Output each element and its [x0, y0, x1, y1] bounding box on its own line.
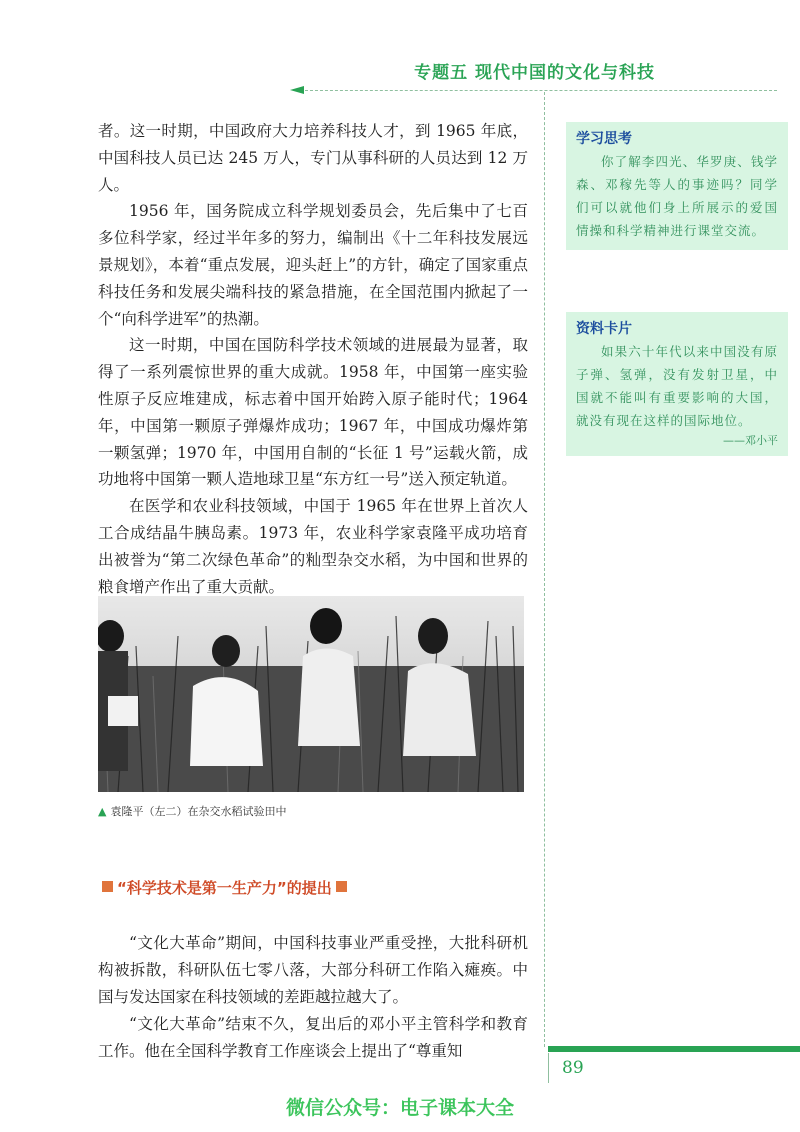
header-divider: [305, 90, 777, 91]
paragraph: 在医学和农业科技领域，中国于 1965 年在世界上首次人工合成结晶牛胰岛素。1973 年，农业科学家袁隆平成功培育出被誉为“第二次绿色革命”的籼型杂交水稻，为中国和世界的粮食增产作出了重大贡献。: [98, 497, 528, 596]
footer-divider: [548, 1053, 549, 1083]
info-card-box: [566, 312, 788, 456]
paragraph: 者。这一时期，中国政府大力培养科技人才，到 1965 年底，中国科技人员已达 245 万人，专门从事科研的人员达到 12 万人。: [98, 122, 528, 194]
header-arrow-icon: [290, 86, 304, 94]
photo-caption: [98, 803, 286, 819]
footer-band: [548, 1046, 800, 1052]
page-header: [0, 0, 800, 82]
main-text: [98, 118, 528, 600]
study-think-body: 你了解李四光、华罗庚、钱学森、邓稼先等人的事迹吗？同学们可以就他们身上所展示的爱国情操和科学精神进行课堂交流。: [576, 154, 778, 238]
info-card-signature: ——邓小平: [723, 434, 778, 447]
caption-text: 袁隆平（左二）在杂交水稻试验田中: [110, 805, 287, 818]
watermark: 微信公众号：电子课本大全: [285, 1097, 514, 1119]
paragraph: 这一时期，中国在国防科学技术领域的进展最为显著，取得了一系列震惊世界的重大成就。1958 年，中国第一座实验性原子反应堆建成，标志着中国开始跨入原子能时代；1964 年，中国第一颗原子弹爆炸成功；1967 年，中国成功爆炸第一颗氢弹；1970 年，中国用自制的“长征 1 号”运载火箭，成功地将中国第一颗人造地球卫星“东方红一号”送入预定轨道。: [98, 336, 528, 489]
chapter-title: 专题五 现代中国的文化与科技: [414, 63, 655, 83]
photo-illustration: [98, 596, 524, 792]
study-think-title: 学习思考: [576, 131, 632, 147]
paragraph: “文化大革命”期间，中国科技事业严重受挫，大批科研机构被拆散，科研队伍七零八落，大部分科研工作陷入瘫痪。中国与发达国家在科技领域的差距越拉越大了。: [98, 934, 528, 1006]
info-card-title: 资料卡片: [576, 321, 632, 337]
page-number: 89: [562, 1058, 584, 1078]
paragraph: 1956 年，国务院成立科学规划委员会，先后集中了七百多位科学家，经过半年多的努力，编制出《十二年科技发展远景规划》，本着“重点发展，迎头赶上”的方针，确定了国家重点科技任务和发展尖端科技的紧急措施，在全国范围内掀起了一个“向科学进军”的热潮。: [98, 202, 528, 328]
square-bullet-icon: [102, 881, 113, 892]
section-heading: [98, 877, 351, 898]
paragraph: “文化大革命”结束不久，复出后的邓小平主管科学和教育工作。他在全国科学教育工作座谈会上提出了“尊重知: [98, 1015, 528, 1060]
column-divider: [544, 92, 545, 1047]
square-bullet-icon: [336, 881, 347, 892]
caption-triangle-icon: ▲: [98, 805, 107, 818]
section-heading-text: “科学技术是第一生产力”的提出: [117, 879, 332, 897]
study-think-box: [566, 122, 788, 250]
rice-field-photo: [98, 596, 524, 792]
section-text: [98, 930, 528, 1065]
info-card-body: 如果六十年代以来中国没有原子弹、氢弹，没有发射卫星，中国就不能叫有重要影响的大国，就没有现在这样的国际地位。: [576, 344, 778, 428]
